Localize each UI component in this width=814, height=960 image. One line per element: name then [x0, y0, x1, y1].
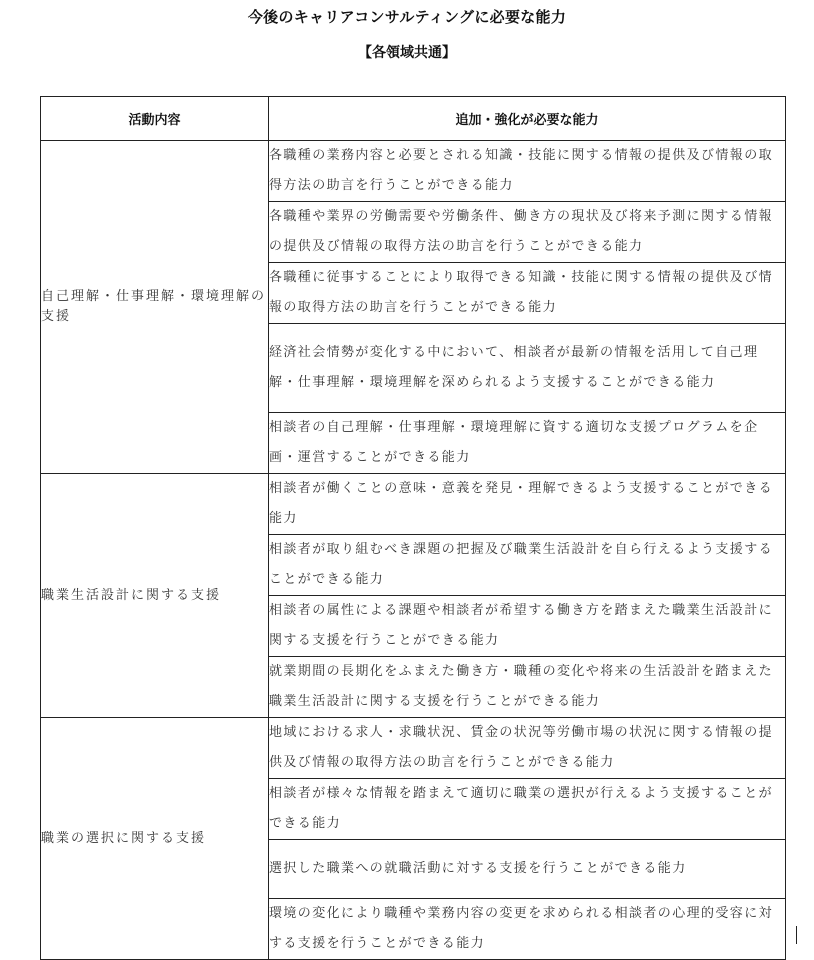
table-row: [41, 718, 786, 779]
ability-cell: 各職種の業務内容と必要とされる知識・技能に関する情報の提供及び情報の取得方法の助言を行うことができる能力: [269, 141, 786, 202]
ability-cell: 相談者が様々な情報を踏まえて適切に職業の選択が行えるよう支援することができる能力: [269, 779, 786, 840]
table-row: [41, 474, 786, 535]
abilities-table: [40, 96, 786, 960]
ability-cell: 各職種や業界の労働需要や労働条件、働き方の現状及び将来予測に関する情報の提供及び情報の取得方法の助言を行うことができる能力: [269, 202, 786, 263]
table-row: [41, 141, 786, 202]
ability-cell: 相談者の属性による課題や相談者が希望する働き方を踏まえた職業生活設計に関する支援を行うことができる能力: [269, 596, 786, 657]
table-header-row: [41, 97, 786, 141]
ability-cell: 相談者の自己理解・仕事理解・環境理解に資する適切な支援プログラムを企画・運営することができる能力: [269, 413, 786, 474]
document-subtitle: 【各領域共通】: [358, 45, 456, 61]
document-title: 今後のキャリアコンサルティングに必要な能力: [247, 8, 567, 26]
ability-cell: 経済社会情勢が変化する中において、相談者が最新の情報を活用して自己理解・仕事理解・環境理解を深められるよう支援することができる能力: [269, 324, 786, 413]
ability-cell: 相談者が取り組むべき課題の把握及び職業生活設計を自ら行えるよう支援することができる能力: [269, 535, 786, 596]
activity-cell: 職業生活設計に関する支援: [41, 474, 269, 718]
text-cursor: [796, 926, 797, 944]
header-activity: 活動内容: [41, 97, 269, 141]
ability-cell: 相談者が働くことの意味・意義を発見・理解できるよう支援することができる能力: [269, 474, 786, 535]
ability-cell: 選択した職業への就職活動に対する支援を行うことができる能力: [269, 840, 786, 899]
activity-cell: 自己理解・仕事理解・環境理解の支援: [41, 141, 269, 474]
activity-cell: 職業の選択に関する支援: [41, 718, 269, 960]
ability-cell: 就業期間の長期化をふまえた働き方・職種の変化や将来の生活設計を踏まえた職業生活設計に関する支援を行うことができる能力: [269, 657, 786, 718]
ability-cell: 各職種に従事することにより取得できる知識・技能に関する情報の提供及び情報の取得方法の助言を行うことができる能力: [269, 263, 786, 324]
ability-cell: 環境の変化により職種や業務内容の変更を求められる相談者の心理的受容に対する支援を行うことができる能力: [269, 899, 786, 960]
header-ability: 追加・強化が必要な能力: [269, 97, 786, 141]
ability-cell: 地域における求人・求職状況、賃金の状況等労働市場の状況に関する情報の提供及び情報の取得方法の助言を行うことができる能力: [269, 718, 786, 779]
